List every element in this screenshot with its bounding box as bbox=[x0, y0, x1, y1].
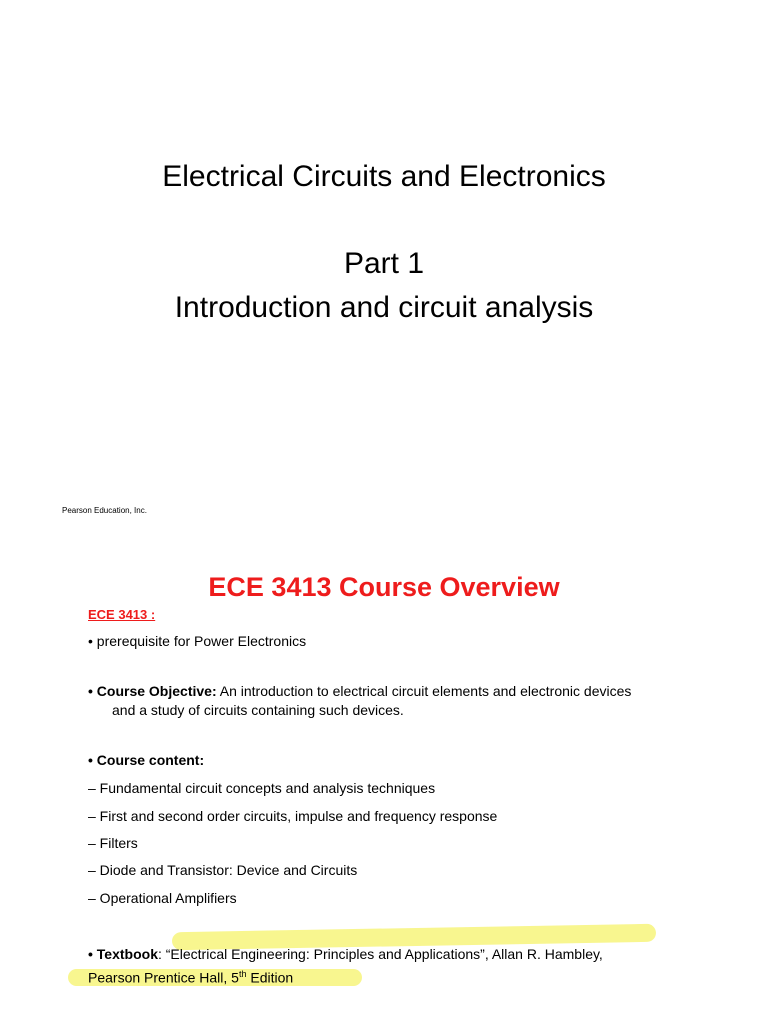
textbook-line-2: Pearson Prentice Hall, 5th Edition bbox=[88, 969, 294, 986]
textbook-title: : “Electrical Engineering: Principles and Applications”, Allan R. Hambley, bbox=[157, 946, 603, 962]
content-label: • Course content: bbox=[88, 752, 205, 768]
publisher-footer: Pearson Education, Inc. bbox=[62, 506, 147, 515]
slide-title: Electrical Circuits and Electronics bbox=[162, 160, 606, 193]
objective-line-2: and a study of circuits containing such devices. bbox=[112, 702, 404, 718]
content-item: – Filters bbox=[88, 835, 138, 851]
textbook-line-1 bbox=[88, 946, 603, 962]
part-label: Part 1 bbox=[343, 247, 425, 280]
content-item: – First and second order circuits, impulse and frequency response bbox=[88, 808, 498, 824]
content-item: – Diode and Transistor: Device and Circuits bbox=[88, 862, 358, 878]
content-item: – Operational Amplifiers bbox=[88, 890, 237, 906]
objective-text: An introduction to electrical circuit elements and electronic devices bbox=[216, 683, 632, 699]
slide-subtitle: Introduction and circuit analysis bbox=[174, 291, 594, 324]
content-item: – Fundamental circuit concepts and analysis techniques bbox=[88, 780, 436, 796]
overview-title: ECE 3413 Course Overview bbox=[208, 572, 560, 602]
textbook-label: • Textbook bbox=[88, 946, 158, 962]
objective-label: • Course Objective: bbox=[88, 683, 217, 699]
prerequisite-text: • prerequisite for Power Electronics bbox=[88, 633, 307, 649]
objective-line-1 bbox=[88, 683, 631, 699]
course-code: ECE 3413 : bbox=[88, 607, 156, 622]
